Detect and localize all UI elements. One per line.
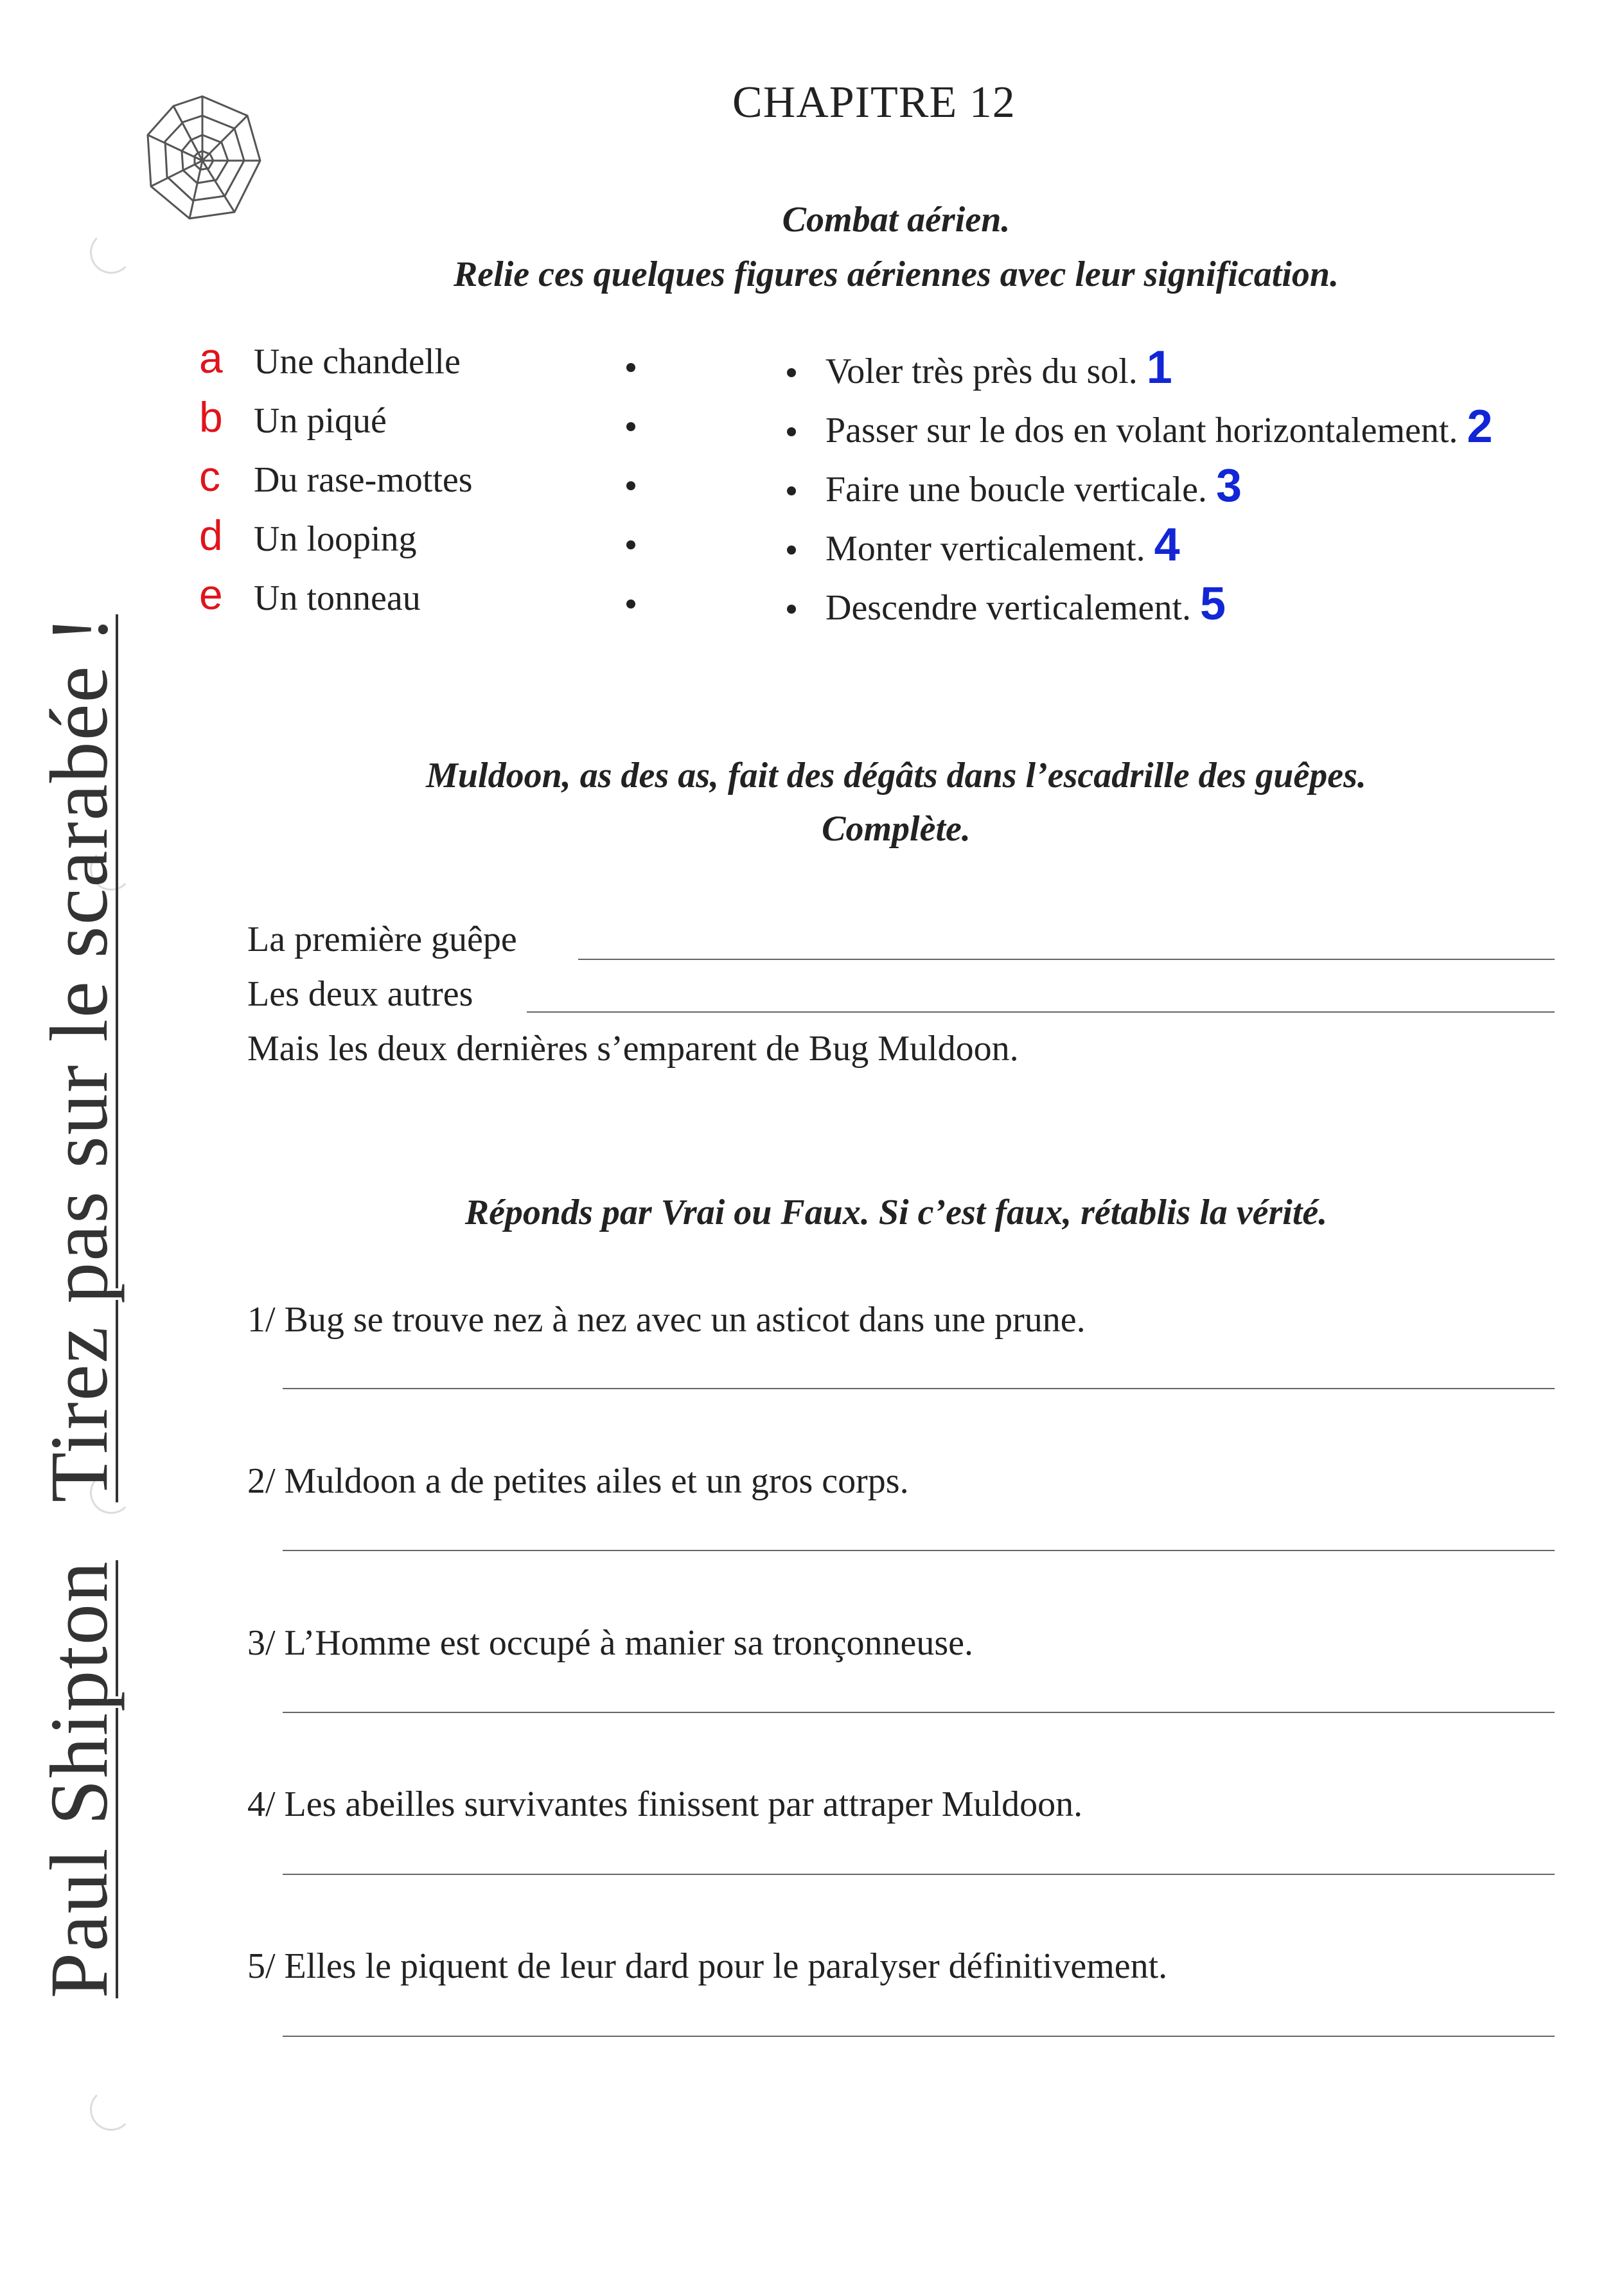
match-right-item[interactable] xyxy=(784,456,1593,513)
match-dot[interactable] xyxy=(626,363,635,372)
spider-web-icon xyxy=(138,90,267,228)
meaning-label: Monter verticalement. 4 xyxy=(825,519,1180,571)
answer-number: 3 xyxy=(1215,460,1242,511)
section1-title: Combat aérien. xyxy=(782,200,1011,240)
match-left-item[interactable] xyxy=(199,511,713,573)
meaning-label: Passer sur le dos en volant horizontalement. 2 xyxy=(825,401,1493,452)
match-left-item[interactable] xyxy=(199,334,713,395)
meaning-label: Voler très près du sol. 1 xyxy=(825,342,1172,393)
answer-line[interactable] xyxy=(283,1712,1555,1713)
match-right-item[interactable] xyxy=(784,515,1593,573)
answer-letter: a xyxy=(199,334,223,382)
figure-label: Un tonneau xyxy=(254,578,421,618)
complete-line-1-blank[interactable] xyxy=(578,959,1555,960)
question-item: 5/ Elles le piquent de leur dard pour le paralyser définitivement. xyxy=(247,1946,1168,1986)
match-right-item[interactable] xyxy=(784,574,1593,632)
meaning-label: Descendre verticalement. 5 xyxy=(825,578,1226,630)
complete-line-2-label: Les deux autres xyxy=(247,974,473,1014)
chapter-title: CHAPITRE 12 xyxy=(732,78,1016,127)
side-book-name: Tirez pas sur le scarabée ! xyxy=(33,614,125,1503)
binder-hole-mark xyxy=(90,2088,132,2131)
section2-instruction: Muldoon, as des as, fait des dégâts dans l’escadrille des guêpes. xyxy=(426,756,1366,795)
binder-hole-mark xyxy=(90,231,132,274)
complete-line-3: Mais les deux dernières s’emparent de Bug Muldoon. xyxy=(247,1029,1019,1069)
side-book-title xyxy=(32,614,127,1998)
section1-instruction: Relie ces quelques figures aériennes avec leur signification. xyxy=(453,254,1339,294)
section3-instruction: Réponds par Vrai ou Faux. Si c’est faux, rétablis la vérité. xyxy=(464,1193,1328,1232)
match-dot[interactable] xyxy=(626,540,635,549)
answer-number: 4 xyxy=(1154,519,1180,571)
figure-label: Du rase-mottes xyxy=(254,460,473,500)
match-left-item[interactable] xyxy=(199,571,713,632)
complete-line-1-label: La première guêpe xyxy=(247,919,517,959)
answer-letter: c xyxy=(199,452,220,500)
match-dot[interactable] xyxy=(787,486,796,495)
answer-number: 2 xyxy=(1467,401,1493,452)
match-dot[interactable] xyxy=(787,605,796,614)
question-item: 4/ Les abeilles survivantes finissent par attraper Muldoon. xyxy=(247,1784,1083,1824)
figure-label: Un piqué xyxy=(254,401,387,441)
complete-line-2-blank[interactable] xyxy=(527,1011,1555,1013)
question-item: 1/ Bug se trouve nez à nez avec un asticot dans une prune. xyxy=(247,1300,1086,1340)
figure-label: Une chandelle xyxy=(254,342,461,382)
answer-letter: e xyxy=(199,571,223,618)
match-right-item[interactable] xyxy=(784,337,1593,395)
side-author: Paul Shipton xyxy=(33,1560,125,1998)
match-dot[interactable] xyxy=(626,422,635,431)
match-dot[interactable] xyxy=(787,546,796,555)
match-left-item[interactable] xyxy=(199,393,713,454)
answer-line[interactable] xyxy=(283,1874,1555,1875)
match-dot[interactable] xyxy=(787,368,796,377)
match-left-item[interactable] xyxy=(199,452,713,513)
answer-line[interactable] xyxy=(283,1550,1555,1551)
question-item: 3/ L’Homme est occupé à manier sa tronçonneuse. xyxy=(247,1623,974,1663)
answer-letter: b xyxy=(199,393,223,441)
answer-line[interactable] xyxy=(283,2036,1555,2037)
answer-letter: d xyxy=(199,511,223,559)
match-dot[interactable] xyxy=(626,481,635,490)
section2-instruction-2: Complète. xyxy=(822,809,971,849)
meaning-label: Faire une boucle verticale. 3 xyxy=(825,460,1242,511)
match-dot[interactable] xyxy=(787,427,796,436)
figure-label: Un looping xyxy=(254,519,417,559)
answer-line[interactable] xyxy=(283,1388,1555,1389)
match-right-item[interactable] xyxy=(784,396,1593,454)
match-dot[interactable] xyxy=(626,600,635,608)
question-item: 2/ Muldoon a de petites ailes et un gros corps. xyxy=(247,1461,909,1501)
answer-number: 5 xyxy=(1200,578,1226,630)
answer-number: 1 xyxy=(1146,342,1172,393)
